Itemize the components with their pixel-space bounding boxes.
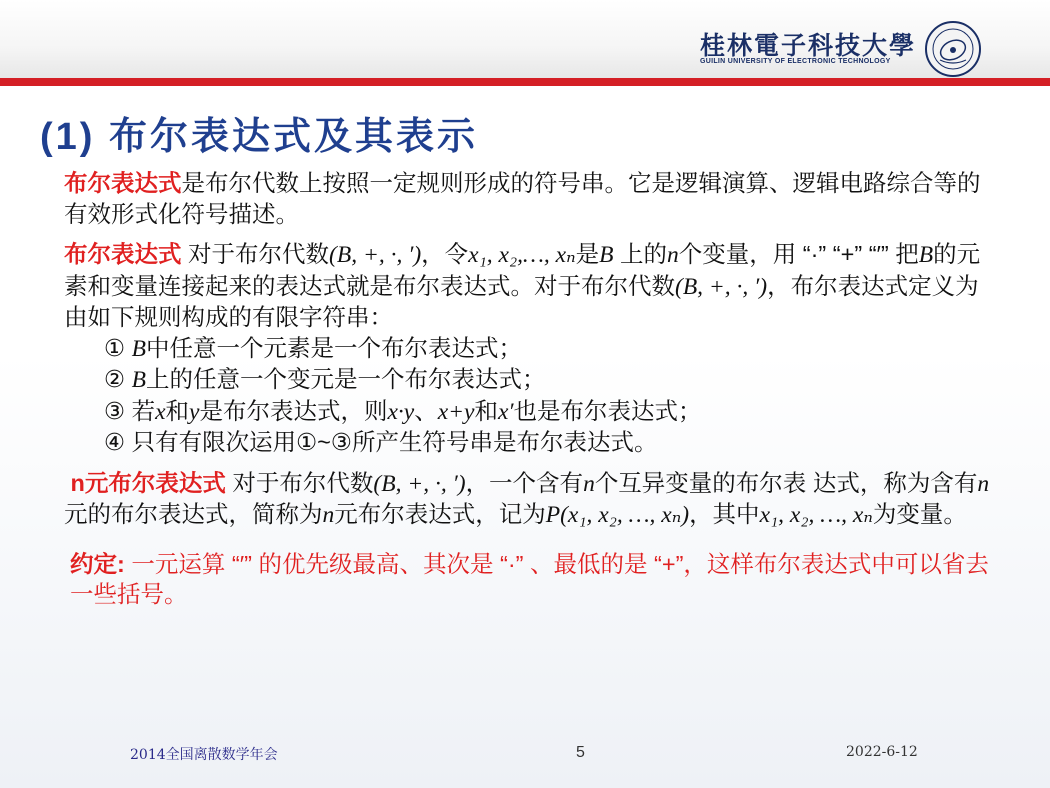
text-segment: ，其中	[689, 501, 760, 527]
slide-body	[64, 168, 994, 610]
text-segment: 和	[165, 397, 190, 424]
text-segment: 个变量，用 “·” “+” “′” 把	[678, 241, 919, 267]
rule-item-1	[64, 333, 994, 365]
math-n: n	[977, 470, 990, 497]
text-segment: 只有有限次运用	[131, 429, 297, 455]
math-B: B	[918, 242, 934, 268]
university-name-cn: 桂林電子科技大學	[700, 31, 917, 60]
rule-text: 也是布尔表达式；	[513, 397, 702, 424]
math-algebra: (B, +, ·, ′)	[329, 242, 422, 268]
text-segment: ，布尔表达式定义为由如下规则构成的有限字符串：	[64, 272, 979, 330]
rule-text: 上的任意一个变元是一个布尔表达式；	[145, 366, 546, 392]
rule-text: 所产生符号串是布尔表达式。	[351, 429, 658, 455]
rule-item-3	[64, 396, 994, 428]
text-segment: 是布尔表达式，则	[199, 397, 388, 424]
text-segment: 元的布尔表达式，简称为	[64, 501, 323, 527]
text-segment: ，令	[421, 241, 469, 267]
definition-text: 是布尔代数上按照一定规则形成的符号串。它是逻辑演算、逻辑电路综合等的有效形式化符号描述。	[64, 170, 981, 227]
footer-conference: 2014全国离散数学年会	[130, 747, 278, 763]
text-segment: 上的	[613, 241, 667, 267]
math-B: B	[599, 242, 614, 268]
paragraph-n-ary	[64, 468, 994, 531]
text-segment: 对于布尔代数	[225, 469, 374, 496]
math-n: n	[322, 502, 335, 528]
term-boolean-expression: 布尔表达式	[64, 170, 182, 196]
text-segment: 、	[414, 397, 438, 424]
footer-page-number: 5	[576, 744, 585, 761]
header-red-line	[0, 78, 1050, 86]
math-variables: x₁, x₂, …, xₙ	[759, 502, 873, 528]
rule-number: ④	[104, 429, 126, 455]
math-product: x·y	[387, 398, 415, 425]
text-segment: 元布尔表达式，记为	[334, 501, 546, 527]
note-label: 约定:	[70, 550, 125, 577]
math-algebra: (B, +, ·, ′)	[675, 273, 768, 300]
term-n-ary-expression: n元布尔表达式	[70, 469, 226, 496]
footer-date: 2022-6-12	[846, 744, 918, 760]
term-boolean-expression-2: 布尔表达式	[64, 241, 182, 267]
text-segment: 的元素和变量连接起来的表达式就是布尔表达式。对于布尔代数	[64, 241, 981, 299]
math-B: B	[131, 367, 146, 393]
text-segment: 对于布尔代数	[181, 241, 330, 267]
rule-number: ②	[104, 366, 126, 392]
text-segment: 若	[131, 397, 156, 424]
rule-number: ①	[104, 334, 126, 361]
university-seal-icon	[924, 20, 982, 78]
math-sum: x+y	[437, 398, 475, 425]
university-name-en: GUILIN UNIVERSITY OF ELECTRONIC TECHNOLOGY	[700, 58, 891, 65]
math-algebra: (B, +, ·, ′)	[373, 470, 466, 497]
math-n: n	[583, 470, 595, 497]
math-complement: x′	[497, 398, 514, 425]
math-y: y	[189, 398, 200, 425]
text-segment: 为变量。	[872, 501, 967, 527]
rule-range: ①~③	[296, 429, 352, 455]
rule-text: 中任意一个元素是一个布尔表达式；	[145, 334, 522, 361]
note-text: 一元运算 “′” 的优先级最高、其次是 “·” 、最低的是 “+”，这样布尔表达式中可以省去一些括号。	[70, 550, 989, 607]
text-segment: 个互异变量的布尔表 达式，称为含有	[594, 469, 978, 496]
math-x: x	[155, 398, 166, 425]
text-segment: 是	[575, 241, 600, 267]
math-B: B	[131, 335, 146, 362]
rule-item-4	[64, 427, 994, 458]
rule-item-2	[64, 364, 994, 396]
math-function: P(x₁, x₂, …, xₙ)	[545, 502, 690, 528]
text-segment: ，一个含有	[465, 469, 584, 496]
slide-title: (1) 布尔表达式及其表示	[40, 116, 479, 158]
paragraph-boolean-expression	[64, 239, 994, 333]
paragraph-definition	[64, 168, 994, 229]
math-n: n	[667, 242, 679, 268]
convention-note	[64, 549, 994, 610]
rule-number: ③	[104, 397, 126, 424]
text-segment: 和	[474, 397, 498, 424]
math-variables: x₁, x₂,…, xₙ	[468, 242, 576, 268]
